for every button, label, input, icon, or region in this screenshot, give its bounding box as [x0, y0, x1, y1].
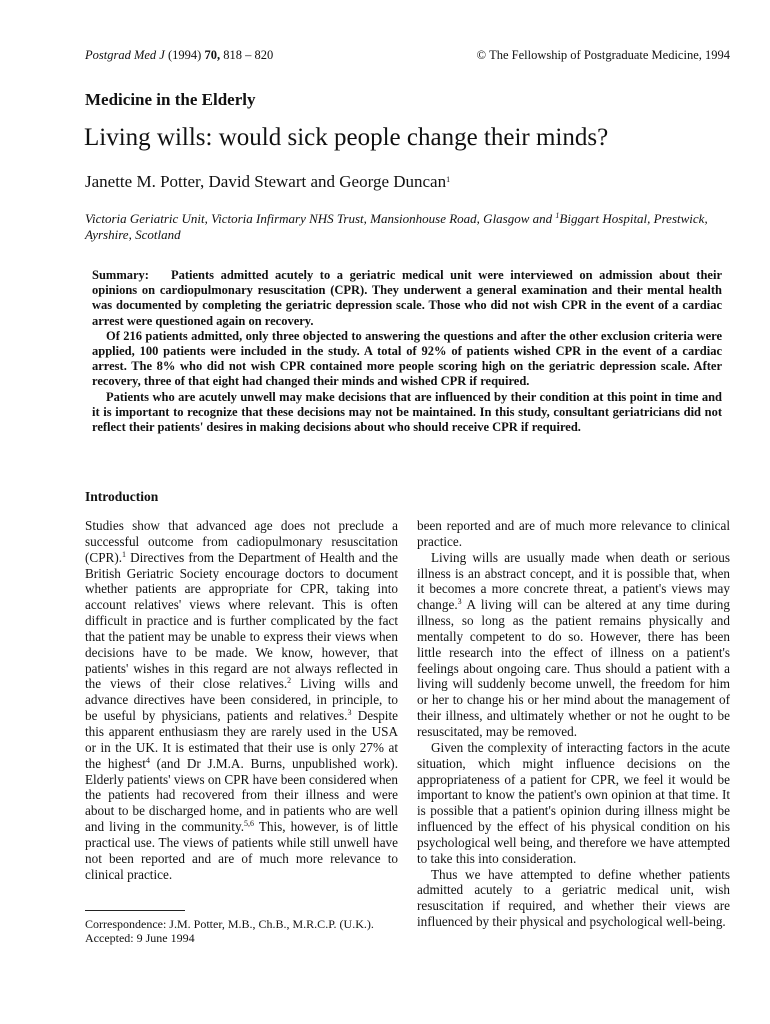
summary-paragraph-2: Of 216 patients admitted, only three objected to answering the questions and after the other exclusion criteria were applied, 100 patients were included in the study. A total of 92% of patients wished CPR in the event of a cardiac arrest. The 8% who did not wish CPR contained more people scoring high on the geriatric depression scale. After recovery, three of that eight had changed their minds and wished CPR if required.: [92, 328, 722, 389]
author-list: [85, 172, 450, 192]
intro-paragraph-3: Given the complexity of interacting factors in the acute situation, which might influence decisions on the appropriateness of a patient for CPR, we feel it would be important to know the patient's own opinion at that time. It is possible that a patient's opinion during illness might be influenced by the effect of his physical condition on his psychological well being, and therefore we have attempted to take this into consideration.: [417, 739, 730, 866]
intro-text: A living will can be altered at any time during illness, so long as the patient remains physically and mentally competent to do so. However, there has been little research into the effect of illness on a patient's feelings about ongoing care. Thus should a patient with a living will suddenly become unwell, the freedom for him or her to change his or her mind about the management of their illness, and ultimately whether or not he ought to be resuscitated, may be removed.: [417, 597, 730, 739]
correspondence-line: Correspondence: J.M. Potter, M.B., Ch.B., M.R.C.P. (U.K.).: [85, 917, 374, 931]
reference-mark: 2: [287, 676, 292, 686]
intro-paragraph-2: [417, 550, 730, 740]
affiliation-part-1: Victoria Geriatric Unit, Victoria Infirmary NHS Trust, Mansionhouse Road, Glasgow and: [85, 211, 553, 226]
intro-text: (and Dr J.M.A. Burns, unpublished work). Elderly patients' views on CPR have been considered when the patients had recovered from their illness and were about to be discharged home, and in patients who are well and living in the community.: [85, 755, 398, 835]
summary-paragraph-3: Patients who are acutely unwell may make decisions that are influenced by their condition at this point in time and it is important to recognize that these decisions may not be maintained. In this study, consultant geriatricians did not reflect their patients' desires in making decisions about who should receive CPR if required.: [92, 389, 722, 435]
introduction-heading: Introduction: [85, 489, 159, 504]
intro-text: This, however, is of little practical use. The views of patients while still unwell have not been reported and are of much more relevance to clinical practice.: [85, 819, 398, 882]
article-title: Living wills: would sick people change their minds?: [84, 124, 609, 151]
reference-mark: 1: [122, 549, 127, 559]
right-column: [417, 518, 730, 930]
correspondence-footnote: [85, 917, 398, 945]
copyright-text: The Fellowship of Postgraduate Medicine, 1994: [489, 48, 730, 62]
journal-name: Postgrad Med J: [85, 48, 165, 62]
reference-mark: 3: [457, 597, 462, 607]
intro-paragraph-4: Thus we have attempted to define whether patients admitted acutely to a geriatric medical unit, wish resuscitation if required, and whether their views are influenced by their physical and psychological well-being.: [417, 866, 730, 930]
author-affiliation-mark: 1: [446, 175, 451, 184]
intro-text: Living wills and advance directives have been considered, in principle, to be useful by physicians, patients and relatives.: [85, 676, 398, 724]
intro-text: Studies show that advanced age does not preclude a successful outcome from cadiopulmonary resuscitation (CPR).: [85, 518, 398, 565]
author-names: Janette M. Potter, David Stewart and George Duncan: [85, 172, 447, 191]
left-column: [85, 518, 398, 882]
copyright-icon: ©: [476, 48, 487, 62]
footnote-divider: [85, 910, 185, 911]
affiliation-mark: 1: [555, 211, 560, 220]
copyright-notice: [477, 48, 730, 63]
section-label: Medicine in the Elderly: [85, 90, 256, 109]
accepted-date: Accepted: 9 June 1994: [85, 931, 195, 945]
journal-year: (1994): [167, 48, 202, 62]
summary-paragraph-1: [92, 268, 722, 329]
reference-mark: 4: [145, 755, 150, 765]
intro-text: Despite this apparent enthusiasm they are rarely used in the USA or in the UK. It is estimated that their use is only 27% at the highest: [85, 708, 398, 771]
summary-label: Summary:: [92, 268, 149, 282]
intro-paragraph-continued: been reported and are of much more relevance to clinical practice.: [417, 518, 730, 549]
intro-text: Directives from the Department of Health and the British Geriatric Society encourage doctors to document whether patients are appropriate for CPR, taking into account relatives' views where relevant. This is often difficult in practice and is further complicated by the fact that the patient may be unable to express their views when decisions have to be made. We know, however, that patients' wishes in this regard are not always reflected in the views of their close relatives.: [85, 549, 398, 692]
reference-mark: 5,6: [244, 819, 254, 829]
summary-text-1: Patients admitted acutely to a geriatric medical unit were interviewed on admission about their opinions on cardiopulmonary resuscitation (CPR). They underwent a general examination and their mental health was documented by completing the geriatric depression scale. Those who did not wish CPR in the event of a cardiac arrest were questioned again on recovery.: [92, 268, 722, 328]
intro-text: Living wills are usually made when death or serious illness is an abstract concept, and it is possible that, when it becomes a more concrete threat, a patient's views may change.: [417, 549, 730, 613]
intro-paragraph-1: [85, 518, 398, 882]
summary-block: [92, 268, 722, 435]
affiliation-part-2: Biggart Hospital, Prestwick, Ayrshire, Scotland: [85, 211, 708, 242]
reference-mark: 3: [347, 708, 352, 718]
affiliation: [85, 211, 725, 243]
journal-pages: 818 – 820: [223, 48, 274, 62]
journal-citation: [85, 48, 273, 63]
journal-volume: 70,: [204, 48, 221, 62]
